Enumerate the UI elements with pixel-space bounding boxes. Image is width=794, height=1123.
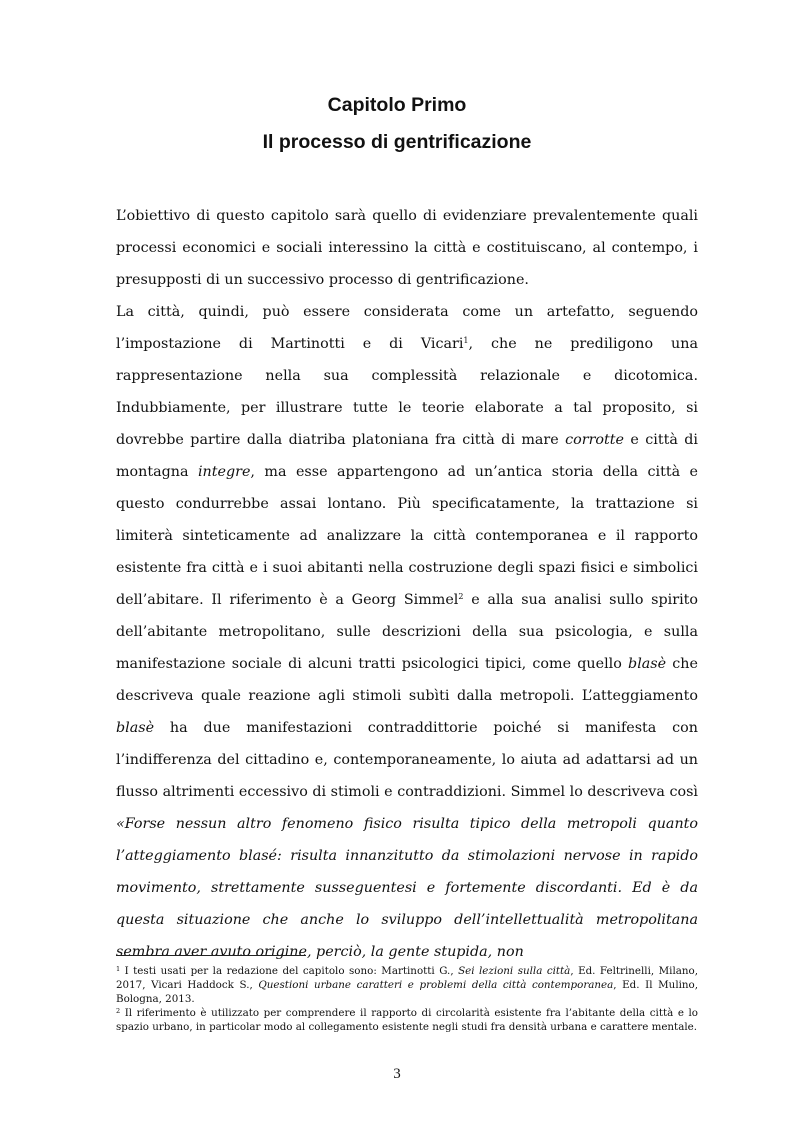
body-text — [116, 200, 698, 968]
chapter-label: Capitolo Primo — [327, 94, 467, 116]
footnote-ref-1[interactable]: 1 — [463, 336, 469, 345]
page-number: 3 — [393, 1066, 401, 1082]
footnote-1: $^1$ I testi usati per la redazione del capitolo sono: Martinotti G., Sei lezioni sulla città, Ed. Feltrinelli, Milano, 2017, Vicari Haddock S., Questioni urbane caratteri e problemi della città contemporanea, Ed. Il Mulino, Bologna, 2013. — [116, 965, 699, 1005]
footnote-separator — [116, 955, 306, 956]
footnote-ref-2[interactable]: 2 — [458, 592, 464, 601]
paragraph-main: La città, quindi, può essere considerata come un artefatto, seguendo l’impostazione di Martinotti e di Vicari$^1$, che ne prediligono una rappresentazione nella sua complessità relazionale e dicotomica. Indubbiamente, per illustrare tutte le teorie elaborate a tal proposito, si dovrebbe partire dalla diatriba platoniana fra città di mare corrotte e città di montagna integre, ma esse appartengono ad un’antica storia della città e questo condurrebbe assai lontano. Più specificatamente, la trattazione si limiterà sinteticamente ad analizzare la città contemporanea e il rapporto esistente fra città e i suoi abitanti nella costruzione degli spazi fisici e simbolici dell’abitare. Il riferimento è a Georg Simmel$^2$ e alla sua analisi sullo spirito dell’abitante metropolitano, sulle descrizioni della sua psicologia, e sulla manifestazione sociale di alcuni tratti psicologici tipici, come quello blasè che descriveva quale reazione agli stimoli subìti dalla metropoli. L’atteggiamento blasè ha due manifestazioni contraddittorie poiché si manifesta con l’indifferenza del cittadino e, contemporaneamente, lo aiuta ad adattarsi ad un flusso altrimenti eccessivo di stimoli e contraddizioni. Simmel lo descriveva così «Forse nessun altro fenomeno fisico risulta tipico della metropoli quanto l’atteggiamento blasé: risulta innanzitutto da stimolazioni nervose in rapido movimento, strettamente susseguentesi e fortemente discordanti. Ed è da questa situazione che anche lo sviluppo dell’intellettualità metropolitana sembra aver avuto origine, perciò, la gente stupida, non — [116, 304, 699, 960]
footnote-2: $^2$ Il riferimento è utilizzato per comprendere il rapporto di circolarità esistente fra l’abitante della città e lo spazio urbano, in particolar modo al collegamento esistente negli studi fra densità urbana e carattere mentale. — [116, 1007, 698, 1033]
chapter-title: Il processo di gentrificazione — [262, 131, 532, 153]
footnotes — [116, 964, 698, 1034]
simmel-quote: «Forse nessun altro fenomeno fisico risulta tipico della metropoli quanto l’atteggiamento blasé: risulta innanzitutto da stimolazioni nervose in rapido movimento, strettamente susseguentesi e fortemente discordanti. Ed è da questa situazione che anche lo sviluppo dell’intellettualità metropolitana sembra aver avuto origine, perciò, la gente stupida, non — [116, 816, 698, 960]
paragraph-intro: L’obiettivo di questo capitolo sarà quello di evidenziare prevalentemente quali processi economici e sociali interessino la città e costituiscano, al contempo, i presupposti di un successivo processo di gentrificazione. — [116, 208, 698, 288]
